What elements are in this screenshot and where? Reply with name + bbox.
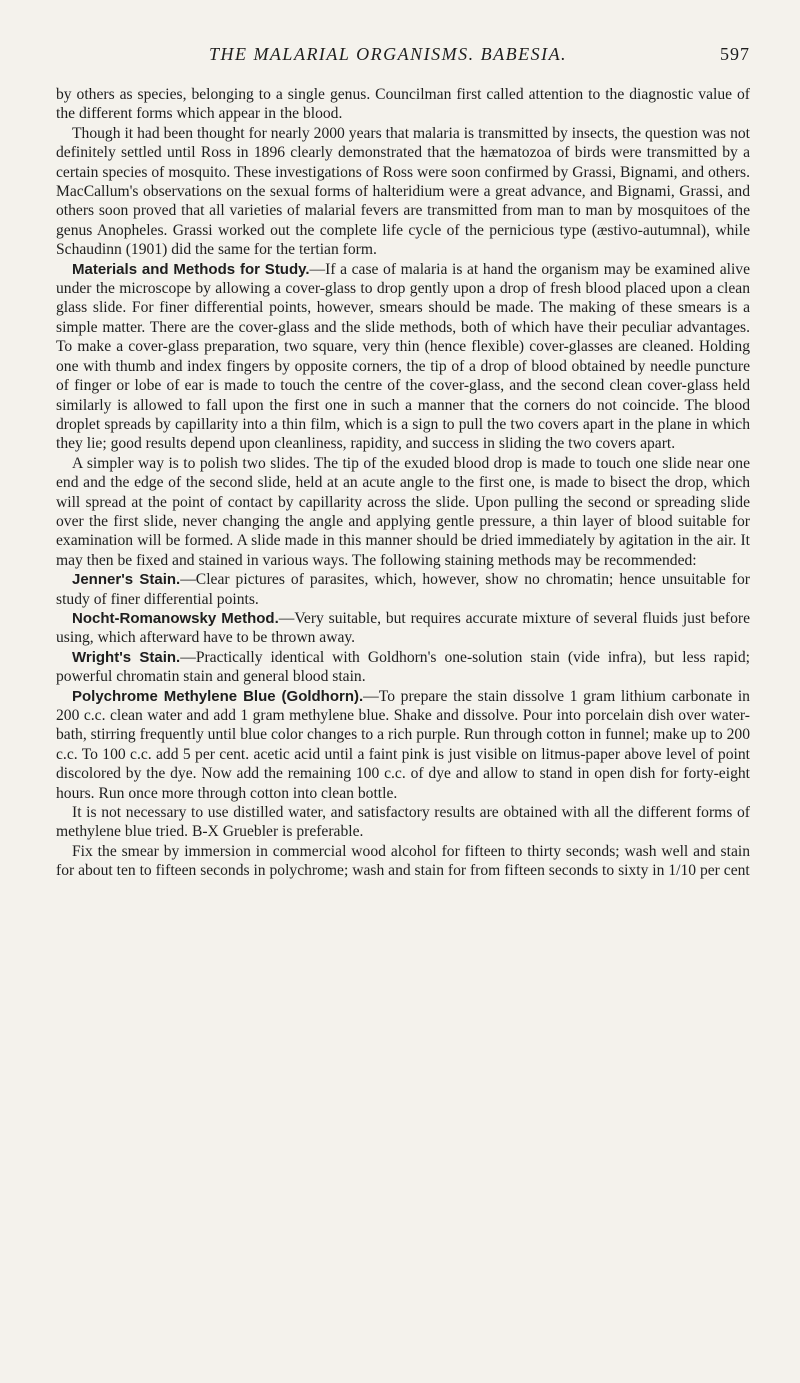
page-number: 597: [720, 44, 750, 64]
paragraph-text: It is not necessary to use distilled water, and satisfactory results are obtained with all the different forms of methylene blue tried. B-X Gruebler is preferable.: [56, 804, 750, 841]
run-in-heading: Polychrome Methylene Blue (Goldhorn).: [72, 687, 364, 705]
paragraph: [56, 842, 750, 881]
running-head-title: THE MALARIAL ORGANISMS. BABESIA.: [208, 44, 568, 64]
paragraph-text: Very suitable, but requires accurate mixture of several fluids just before using, which afterward have to be thrown away.: [56, 609, 750, 647]
paragraph-text: Fix the smear by immersion in commercial wood alcohol for fifteen to thirty seconds; wash well and stain for about ten to fifteen seconds in polychrome; wash and stain for from fifteen seconds to sixty in 1/10 per cent: [56, 842, 750, 880]
body-text: [56, 85, 750, 881]
paragraph: Jenner's Stain.—Clear pictures of parasites, which, however, show no chromatin; hence unsuitable for study of finer differential points.: [56, 571, 750, 608]
paragraph-text: Clear pictures of parasites, which, however, show no chromatin; hence unsuitable for study of finer differential points.: [56, 571, 750, 608]
run-in-heading: Materials and Methods for Study.: [72, 260, 310, 278]
paragraph-text: Though it had been thought for nearly 2000 years that malaria is transmitted by insects, the question was not definitely settled until Ross in 1896 clearly demonstrated that the hæmatozoa of birds were transmitted by a certain species of mosquito. These investigations of Ross were soon confirmed by Grassi, Bignami, and others. MacCallum's observations on the sexual forms of halteridium were a great advance, and Bignami, Grassi, and others soon proved that all varieties of malarial fevers are transmitted from man to man by mosquitoes of the genus Anopheles. Grassi worked out the complete life cycle of the pernicious type (æstivo-autumnal), while Schaudinn (1901) did the same for the tertian form.: [56, 124, 750, 259]
paragraph: Nocht-Romanowsky Method.—Very suitable, but requires accurate mixture of several fluids just before using, which afterward have to be thrown away.: [56, 609, 750, 647]
paragraph: [56, 803, 750, 842]
paragraph: Polychrome Methylene Blue (Goldhorn).—To prepare the stain dissolve 1 gram lithium carbonate in 200 c.c. clean water and add 1 gram methylene blue. Shake and dissolve. Pour into porcelain dish over water-bath, stirring frequently until blue color changes to a rich purple. Run through cotton in funnel; make up to 200 c.c. To 100 c.c. add 5 per cent. acetic acid until a faint pink is just visible on litmus-paper above level of point discolored by the dye. Now add the remaining 100 c.c. of dye and allow to stand in open dish for forty-eight hours. Run once more through cotton into clean bottle.: [56, 687, 750, 802]
run-in-heading: Wright's Stain.: [72, 648, 181, 666]
paragraph: Wright's Stain.—Practically identical with Goldhorn's one-solution stain (vide infra), but less rapid; powerful chromatin stain and general blood stain.: [56, 648, 750, 686]
paragraph-text: A simpler way is to polish two slides. The tip of the exuded blood drop is made to touch one slide near one end and the edge of the second slide, held at an acute angle to the first one, is made to bisect the drop, which will spread at the point of contact by capillarity across the slide. Upon pulling the second or spreading slide over the first slide, never changing the angle and applying gentle pressure, a thin layer of blood suitable for examination will be formed. A slide made in this manner should be dried immediately by agitation in the air. It may then be fixed and stained in various ways. The following staining methods may be recommended:: [56, 454, 750, 569]
paragraph-text: If a case of malaria is at hand the organism may be examined alive under the microscope by allowing a cover-glass to drop gently upon a drop of fresh blood placed upon a clean glass slide. For finer differential points, however, smears should be made. The making of these smears is a simple matter. There are the cover-glass and the slide methods, both of which have their peculiar advantages. To make a cover-glass preparation, two square, very thin (hence flexible) cover-glasses are cleaned. Holding one with thumb and index fingers by opposite corners, the tip of a drop of blood obtained by needle puncture of finger or lobe of ear is made to touch the centre of the cover-glass, and the second clean cover-glass held similarly is allowed to fall upon the first one in such a manner that the corners do not coincide. The blood droplet spreads by capillarity into a thin film, which is a sign to pull the two covers apart in the plane in which they lie; good results depend upon cleanliness, rapidity, and success in sliding the two covers apart.: [56, 260, 751, 453]
paragraph: [56, 124, 750, 260]
paragraph: [56, 454, 750, 570]
paragraph-text: Practically identical with Goldhorn's one-solution stain (vide infra), but less rapid; powerful chromatin stain and general blood stain.: [56, 648, 750, 686]
paragraph: Materials and Methods for Study.—If a case of malaria is at hand the organism may be examined alive under the microscope by allowing a cover-glass to drop gently upon a drop of fresh blood placed upon a clean glass slide. For finer differential points, however, smears should be made. The making of these smears is a simple matter. There are the cover-glass and the slide methods, both of which have their peculiar advantages. To make a cover-glass preparation, two square, very thin (hence flexible) cover-glasses are cleaned. Holding one with thumb and index fingers by opposite corners, the tip of a drop of blood obtained by needle puncture of finger or lobe of ear is made to touch the centre of the cover-glass, and the second clean cover-glass held similarly is allowed to fall upon the first one in such a manner that the corners do not coincide. The blood droplet spreads by capillarity into a thin film, which is a sign to pull the two covers apart in the plane in which they lie; good results depend upon cleanliness, rapidity, and success in sliding the two covers apart.: [56, 260, 751, 453]
running-head: [56, 44, 750, 65]
run-in-heading: Nocht-Romanowsky Method.: [72, 609, 279, 627]
paragraph-text: To prepare the stain dissolve 1 gram lithium carbonate in 200 c.c. clean water and add 1 gram methylene blue. Shake and dissolve. Pour into porcelain dish over water-bath, stirring frequently until blue color changes to a rich purple. Run through cotton in funnel; make up to 200 c.c. To 100 c.c. add 5 per cent. acetic acid until a faint pink is just visible on litmus-paper above level of point discolored by the dye. Now add the remaining 100 c.c. of dye and allow to stand in open dish for forty-eight hours. Run once more through cotton into clean bottle.: [56, 687, 750, 802]
paragraph-text: by others as species, belonging to a single genus. Councilman first called attention to the diagnostic value of the different forms which appear in the blood.: [56, 86, 750, 123]
run-in-heading: Jenner's Stain.: [72, 571, 181, 589]
paragraph: [56, 85, 750, 124]
